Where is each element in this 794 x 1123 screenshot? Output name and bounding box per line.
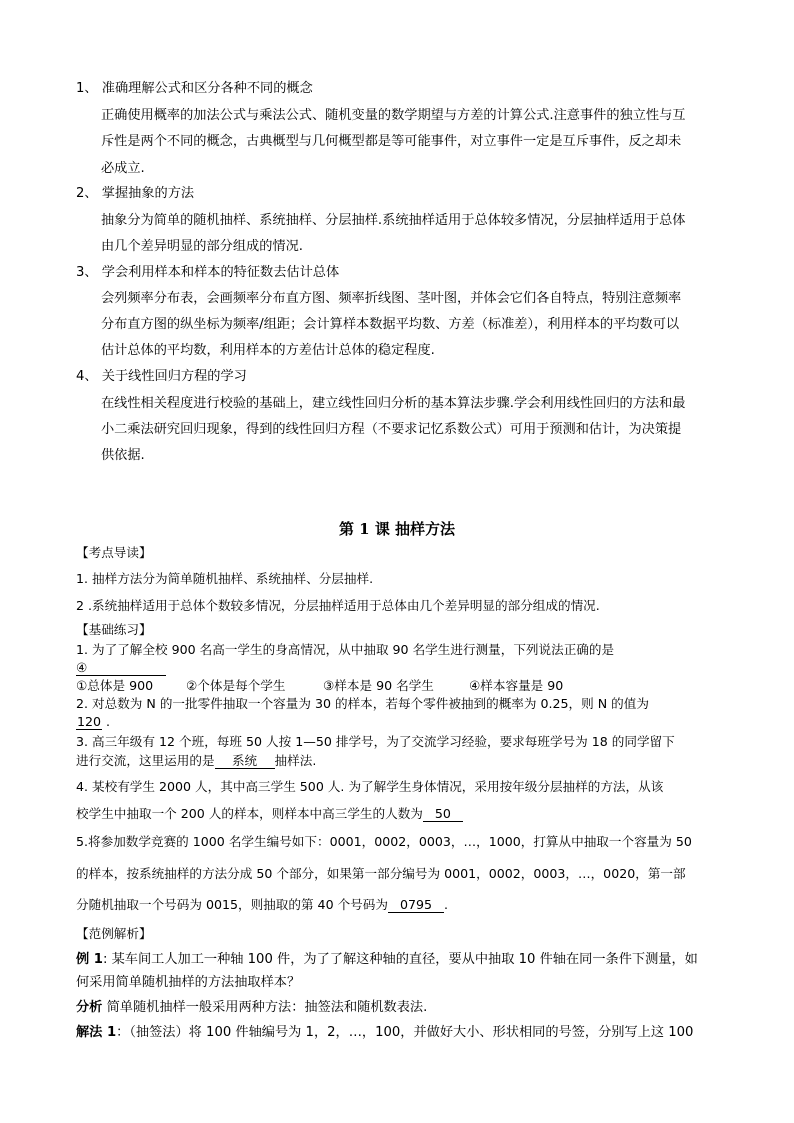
analysis-text: 简单随机抽样一般采用两种方法：抽签法和随机数表法. xyxy=(102,1000,428,1015)
q4-line-1: 4. 某校有学生 2000 人，其中高三学生 500 人. 为了解学生身体情况，采用按年级分层抽样的方法，从该 xyxy=(76,779,664,794)
intro-item-1-line-2: 斥性是两个不同的概念，古典概型与几何概型都是等可能事件，对立事件一定是互斥事件，反之却未 xyxy=(101,134,682,149)
example-header: 【范例解析】 xyxy=(76,926,152,941)
intro-item-4-line-1: 在线性相关程度进行校验的基础上，建立线性回归分析的基本算法步骤.学会利用线性回归的方法和最 xyxy=(101,396,686,411)
example-1-line-2: 何采用简单随机抽样的方法抽取样本？ xyxy=(76,975,301,990)
intro-item-3-line-3: 估计总体的平均数，利用样本的方差估计总体的稳定程度. xyxy=(101,343,435,358)
intro-item-4-title: 4、 关于线性回归方程的学习 xyxy=(76,369,247,384)
intro-item-3-line-2: 分布直方图的纵坐标为频率/组距；会计算样本数据平均数、方差（标准差），利用样本的平均数可以 xyxy=(101,317,680,332)
q5-end: . xyxy=(443,897,448,912)
guide-header: 【考点导读】 xyxy=(76,545,152,560)
q5-line-3-pre: 分随机抽取一个号码为 0015，则抽取的第 40 个号码为 xyxy=(76,897,388,912)
q1-option-4: ④样本容量是 90 xyxy=(469,678,564,693)
lesson-title: 第 1 课 抽样方法 xyxy=(338,520,456,538)
intro-item-1-title: 1、 准确理解公式和区分各种不同的概念 xyxy=(76,81,313,96)
q3-line-2 xyxy=(76,753,316,769)
example-solution xyxy=(76,1025,693,1041)
example-1-label: 例 1 xyxy=(76,952,103,967)
q5-line-2: 的样本，按系统抽样的方法分成 50 个部分，如果第一部分编号为 0001，0002，0003，…，0020，第一部 xyxy=(76,866,686,881)
q4-line-2 xyxy=(76,806,463,822)
practice-header: 【基础练习】 xyxy=(76,622,152,637)
q1-option-3: ③样本是 90 名学生 xyxy=(323,678,434,693)
q2-end: . xyxy=(102,714,111,729)
solution-text: ：（抽签法）将 100 件轴编号为 1，2，…，100，并做好大小、形状相同的号签，分别写上这 100 xyxy=(116,1025,694,1040)
guide-line-2: 2 .系统抽样适用于总体个数较多情况，分层抽样适用于总体由几个差异明显的部分组成的情况. xyxy=(76,598,600,613)
intro-item-4-line-2: 小二乘法研究回归现象，得到的线性回归方程（不要求记忆系数公式）可用于预测和估计，为决策提 xyxy=(101,422,682,437)
q3-line-2-pre: 进行交流，这里运用的是 xyxy=(76,753,215,768)
intro-item-3-line-1: 会列频率分布表，会画频率分布直方图、频率折线图、茎叶图，并体会它们各自特点，特别注意频率 xyxy=(101,291,682,306)
q3-line-2-post: 抽样法. xyxy=(274,753,317,768)
intro-item-3-title: 3、 学会利用样本和样本的特征数去估计总体 xyxy=(76,265,340,280)
example-analysis xyxy=(76,1000,427,1016)
intro-item-1-line-3: 必成立. xyxy=(101,161,145,176)
intro-item-2-line-2: 由几个差异明显的部分组成的情况. xyxy=(101,239,304,254)
intro-item-1-line-1: 正确使用概率的加法公式与乘法公式、随机变量的数学期望与方差的计算公式.注意事件的独立性与互 xyxy=(101,108,686,123)
q1-answer-line xyxy=(76,660,166,676)
solution-label: 解法 1 xyxy=(76,1025,117,1040)
q4-line-2-pre: 校学生中抽取一个 200 人的样本，则样本中高三学生的人数为 xyxy=(76,806,423,821)
analysis-label: 分析 xyxy=(76,1000,103,1015)
q2-line-1: 2. 对总数为 N 的一批零件抽取一个容量为 30 的样本，若每个零件被抽到的概率为 0.25，则 N 的值为 xyxy=(76,696,649,711)
q1-answer: ④ xyxy=(76,661,166,676)
guide-line-1: 1. 抽样方法分为简单随机抽样、系统抽样、分层抽样. xyxy=(76,571,374,586)
intro-item-2-line-1: 抽象分为简单的随机抽样、系统抽样、分层抽样.系统抽样适用于总体较多情况，分层抽样适用于总体 xyxy=(101,213,686,228)
q2-answer: 120 xyxy=(76,714,102,729)
q3-answer: 系统 xyxy=(215,754,275,769)
q1-option-2: ②个体是每个学生 xyxy=(186,678,286,693)
q5-line-3 xyxy=(76,897,448,913)
intro-item-2-title: 2、 掌握抽象的方法 xyxy=(76,186,195,201)
q3-line-1: 3. 高三年级有 12 个班，每班 50 人按 1—50 排学号，为了交流学习经验，要求每班学号为 18 的同学留下 xyxy=(76,734,675,749)
q5-line-1: 5.将参加数学竞赛的 1000 名学生编号如下：0001，0002，0003，…，1000，打算从中抽取一个容量为 50 xyxy=(76,834,692,849)
example-1-line-1 xyxy=(76,952,698,968)
q2-answer-line xyxy=(76,714,110,730)
intro-item-4-line-3: 供依据. xyxy=(101,448,145,463)
q5-answer: 0795 xyxy=(388,898,444,913)
example-1-text: : 某车间工人加工一种轴 100 件，为了了解这种轴的直径，要从中抽取 10 件轴在同一条件下测量，如 xyxy=(102,952,698,967)
q4-answer: 50 xyxy=(423,807,463,822)
q1-line-1: 1. 为了了解全校 900 名高一学生的身高情况，从中抽取 90 名学生进行测量，下列说法正确的是 xyxy=(76,642,615,657)
q1-option-1: ①总体是 900 xyxy=(76,678,154,693)
